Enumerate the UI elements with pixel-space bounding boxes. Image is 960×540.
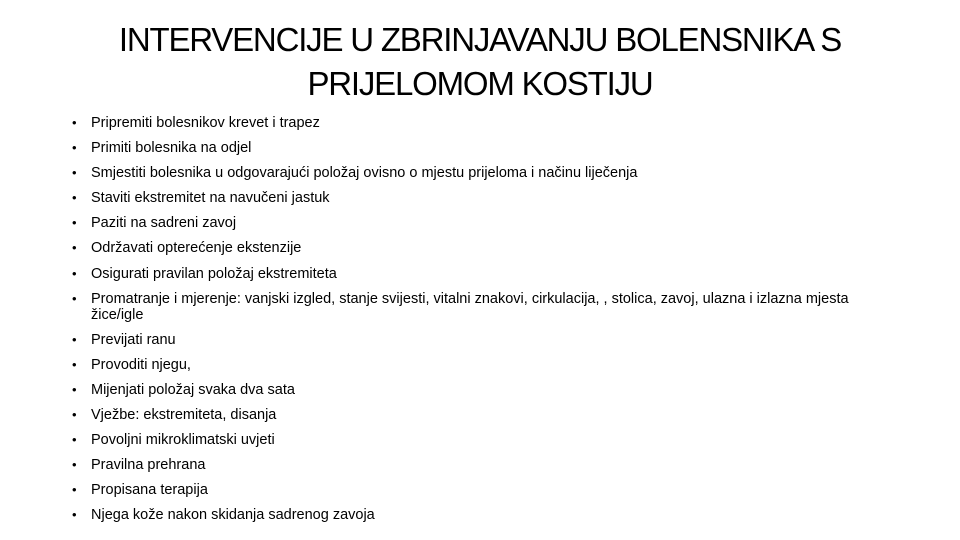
bullet-icon: • (72, 265, 77, 281)
list-item (72, 357, 872, 373)
list-item-text: Staviti ekstremitet na navučeni jastuk (91, 190, 330, 207)
list-item-text: Provoditi njegu, (91, 356, 191, 373)
list-item-text: Propisana terapija (91, 482, 208, 499)
bullet-icon: • (72, 381, 77, 397)
list-item (72, 382, 872, 398)
list-item-text: Njega kože nakon skidanja sadrenog zavoja (91, 507, 375, 524)
bullet-icon: • (72, 507, 77, 523)
bullet-icon: • (72, 432, 77, 448)
list-item (72, 240, 872, 256)
bullet-icon: • (72, 482, 77, 498)
list-item (72, 266, 872, 282)
slide-title-line-1: INTERVENCIJE U ZBRINJAVANJU BOLENSNIKA S (118, 21, 842, 58)
bullet-icon: • (72, 190, 77, 206)
list-item (72, 457, 872, 473)
list-item (72, 215, 872, 231)
bullet-icon: • (72, 240, 77, 256)
list-item (72, 291, 872, 323)
slide-title (70, 18, 890, 106)
list-item (72, 332, 872, 348)
list-item-text: Održavati opterećenje ekstenzije (91, 240, 302, 257)
bullet-icon: • (72, 356, 77, 372)
list-item-text: Pripremiti bolesnikov krevet i trapez (91, 115, 320, 131)
list-item-text: Paziti na sadreni zavoj (91, 215, 237, 232)
list-item-text: Osigurati pravilan položaj ekstremiteta (91, 265, 337, 282)
list-item-text: Promatranje i mjerenje: vanjski izgled, stanje svijesti, vitalni znakovi, cirkulacija, , stolica, zavoj, ulazna i izlazna mjesta žice/igle (91, 290, 849, 323)
list-item-text: Pravilna prehrana (91, 457, 206, 474)
list-item (72, 115, 872, 131)
intervention-list (72, 115, 872, 533)
bullet-icon: • (72, 115, 77, 130)
bullet-icon: • (72, 215, 77, 231)
bullet-icon: • (72, 165, 77, 181)
list-item-text: Primiti bolesnika na odjel (91, 140, 252, 157)
list-item (72, 407, 872, 423)
slide-title-line-2: PRIJELOMOM KOSTIJU (307, 65, 653, 102)
list-item (72, 190, 872, 206)
list-item (72, 140, 872, 156)
list-item-text: Povoljni mikroklimatski uvjeti (91, 432, 275, 449)
list-item-text: Previjati ranu (91, 331, 176, 348)
list-item (72, 507, 872, 523)
list-item-text: Smjestiti bolesnika u odgovarajući položaj ovisno o mjestu prijeloma i načinu liječenja (91, 165, 638, 182)
bullet-icon: • (72, 290, 77, 306)
bullet-icon: • (72, 407, 77, 423)
list-item (72, 432, 872, 448)
list-item (72, 482, 872, 498)
list-item (72, 165, 872, 181)
bullet-icon: • (72, 140, 77, 156)
list-item-text: Mijenjati položaj svaka dva sata (91, 381, 295, 398)
bullet-icon: • (72, 457, 77, 473)
bullet-icon: • (72, 331, 77, 347)
list-item-text: Vježbe: ekstremiteta, disanja (91, 407, 277, 424)
